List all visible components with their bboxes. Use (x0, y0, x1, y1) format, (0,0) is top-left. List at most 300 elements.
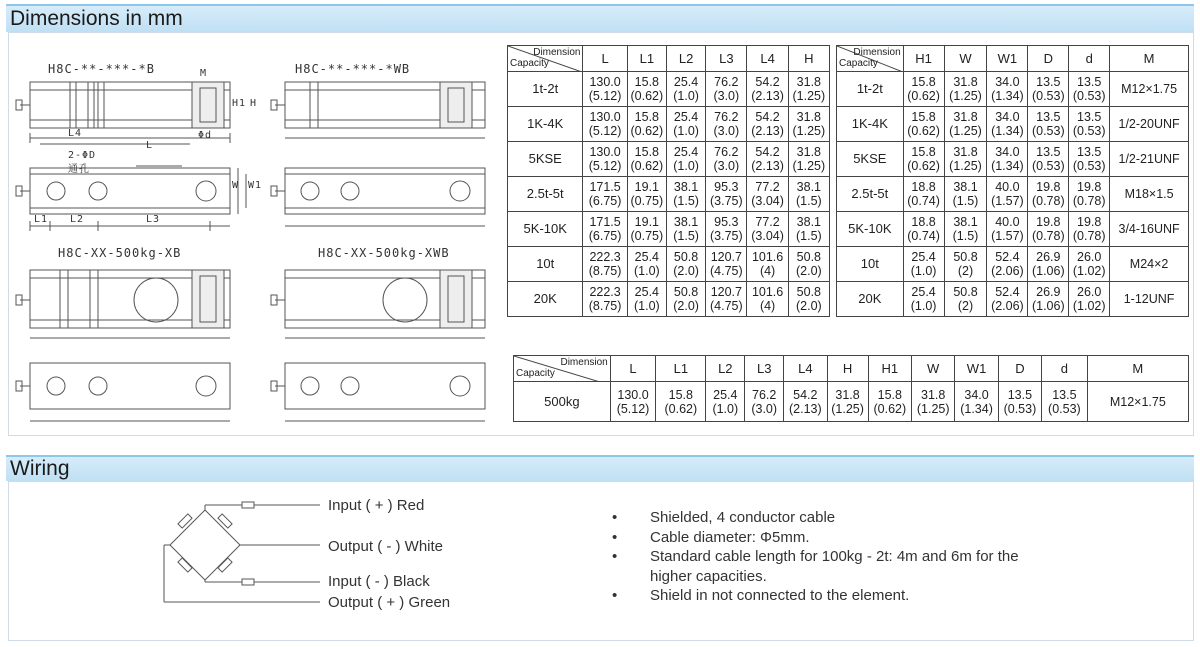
table-corner-header (837, 46, 904, 72)
value-cell (944, 142, 987, 177)
value-metric: 38.1 (673, 180, 699, 194)
value-imperial: (4.75) (710, 264, 743, 278)
value-metric: 13.5 (1077, 145, 1102, 159)
table-corner-header (508, 46, 583, 72)
column-header: H (827, 356, 868, 382)
value-imperial: (2.0) (673, 299, 699, 313)
value-cell (1110, 72, 1189, 107)
value-cell (788, 72, 829, 107)
value-imperial: (3.0) (713, 124, 740, 138)
column-header: M (1110, 46, 1189, 72)
value-metric: 50.8 (953, 250, 978, 264)
value-cell (747, 107, 788, 142)
value-cell (747, 282, 788, 317)
technical-drawings (10, 38, 500, 433)
value-metric: 1/2-20UNF (1118, 117, 1180, 131)
value-cell (747, 72, 788, 107)
value-imperial: (1.0) (634, 299, 660, 313)
value-cell (1069, 282, 1110, 317)
column-header: L2 (706, 356, 745, 382)
value-imperial: (1.0) (673, 159, 699, 173)
value-imperial: (0.62) (664, 401, 698, 416)
value-metric: 38.1 (796, 180, 822, 194)
value-imperial: (4.75) (710, 299, 743, 313)
value-imperial: (3.75) (710, 229, 743, 243)
capacity-cell: 1K-4K (508, 107, 583, 142)
dim-mark-l2: L2 (70, 214, 85, 225)
value-imperial: (0.78) (1031, 229, 1065, 243)
column-header: d (1042, 356, 1088, 382)
value-metric: 31.8 (953, 75, 978, 89)
value-metric: 34.0 (964, 387, 989, 402)
value-imperial: (0.62) (907, 159, 940, 173)
value-cell (666, 282, 705, 317)
value-imperial: (1.06) (1031, 299, 1065, 313)
corner-dimension-label: Dimension (533, 47, 581, 58)
value-cell (903, 177, 944, 212)
corner-dimension-label: Dimension (560, 357, 608, 368)
value-imperial: (0.78) (1072, 229, 1106, 243)
value-cell (666, 212, 705, 247)
value-metric: 34.0 (995, 75, 1020, 89)
dimension-table-1 (507, 45, 830, 317)
value-cell (1042, 382, 1088, 422)
value-imperial: (0.53) (1003, 401, 1037, 416)
value-metric: 54.2 (755, 110, 780, 124)
column-header: M (1087, 356, 1188, 382)
value-cell (987, 107, 1028, 142)
value-imperial: (0.53) (1031, 159, 1065, 173)
value-imperial: (3.0) (713, 89, 740, 103)
value-metric: 19.8 (1036, 215, 1061, 229)
value-cell (1028, 177, 1069, 212)
value-imperial: (2) (957, 264, 974, 278)
value-metric: 15.8 (911, 75, 936, 89)
value-imperial: (3.0) (713, 159, 740, 173)
capacity-cell: 5K-10K (508, 212, 583, 247)
value-imperial: (4) (759, 264, 776, 278)
value-cell (706, 382, 745, 422)
value-cell (706, 72, 747, 107)
value-imperial: (5.12) (588, 89, 622, 103)
value-imperial: (2.0) (796, 264, 822, 278)
value-metric: 31.8 (953, 145, 978, 159)
value-metric: 15.8 (634, 145, 660, 159)
value-metric: M12×1.75 (1109, 394, 1166, 409)
value-metric: 18.8 (911, 180, 936, 194)
column-header: L3 (706, 46, 747, 72)
value-cell (1028, 247, 1069, 282)
value-metric: 95.3 (714, 180, 739, 194)
value-imperial: (1.02) (1072, 299, 1106, 313)
column-header: L (610, 356, 656, 382)
value-metric: 19.8 (1077, 215, 1102, 229)
value-metric: 34.0 (995, 145, 1020, 159)
drawing-label-b: H8C-**-***-*B (48, 62, 155, 76)
wiring-section-header (6, 455, 1194, 481)
value-metric: 52.4 (995, 250, 1020, 264)
dim-mark-phi-d: Φd (198, 130, 213, 141)
value-cell (1028, 72, 1069, 107)
value-metric: 19.1 (634, 180, 660, 194)
value-metric: 77.2 (755, 180, 780, 194)
value-metric: 77.2 (755, 215, 780, 229)
wiring-note: • Shield in not connected to the element. (612, 586, 1060, 606)
value-metric: M24×2 (1129, 257, 1169, 271)
value-cell (784, 382, 827, 422)
column-header: D (998, 356, 1041, 382)
column-header: L1 (656, 356, 706, 382)
value-cell (627, 107, 666, 142)
value-cell (912, 382, 955, 422)
value-cell (583, 212, 627, 247)
value-cell (610, 382, 656, 422)
value-metric: 13.5 (1036, 75, 1061, 89)
value-cell (583, 177, 627, 212)
value-cell (944, 72, 987, 107)
column-header: L4 (784, 356, 827, 382)
wiring-title: Wiring (10, 457, 70, 480)
value-metric: 1-12UNF (1123, 292, 1175, 306)
value-cell (944, 107, 987, 142)
value-metric: 13.5 (1077, 110, 1102, 124)
value-cell (747, 177, 788, 212)
value-metric: 13.5 (1077, 75, 1102, 89)
column-header: L (583, 46, 627, 72)
value-metric: 13.5 (1036, 145, 1061, 159)
capacity-cell: 20K (508, 282, 583, 317)
dim-mark-through: 通孔 (68, 164, 90, 175)
value-imperial: (5.12) (588, 159, 622, 173)
value-imperial: (1.25) (916, 401, 950, 416)
value-metric: 18.8 (911, 215, 936, 229)
table-row (514, 382, 1189, 422)
column-header: W1 (987, 46, 1028, 72)
value-imperial: (0.62) (907, 124, 940, 138)
value-metric: 101.6 (751, 250, 784, 264)
value-imperial: (1.0) (634, 264, 660, 278)
value-imperial: (0.78) (1072, 194, 1106, 208)
value-cell (627, 212, 666, 247)
value-cell (583, 247, 627, 282)
wiring-notes (612, 508, 1060, 606)
value-imperial: (0.53) (1072, 124, 1106, 138)
value-imperial: (5.12) (588, 124, 622, 138)
value-cell (627, 142, 666, 177)
value-metric: 26.0 (1077, 250, 1102, 264)
value-cell (1069, 72, 1110, 107)
value-imperial: (1.0) (712, 401, 739, 416)
value-imperial: (1.02) (1072, 264, 1106, 278)
column-header: H (788, 46, 829, 72)
value-imperial: (2.0) (673, 264, 699, 278)
value-imperial: (0.62) (630, 159, 664, 173)
value-cell (944, 177, 987, 212)
value-imperial: (1.25) (949, 124, 982, 138)
value-cell (706, 212, 747, 247)
value-metric: 15.8 (634, 110, 660, 124)
value-cell (788, 247, 829, 282)
value-metric: 54.2 (793, 387, 818, 402)
dim-mark-l1: L1 (34, 214, 49, 225)
value-imperial: (0.53) (1072, 89, 1106, 103)
value-cell (1110, 107, 1189, 142)
drawing-label-xwb: H8C-XX-500kg-XWB (318, 246, 450, 260)
value-metric: 13.5 (1052, 387, 1077, 402)
value-metric: 31.8 (921, 387, 946, 402)
column-header: W (912, 356, 955, 382)
value-metric: 130.0 (589, 145, 621, 159)
value-metric: 50.8 (673, 285, 699, 299)
table-row (508, 247, 830, 282)
value-cell (1069, 247, 1110, 282)
value-metric: 1/2-21UNF (1118, 152, 1180, 166)
value-metric: 31.8 (796, 145, 822, 159)
value-metric: 52.4 (995, 285, 1020, 299)
table-row (837, 212, 1189, 247)
value-cell (827, 382, 868, 422)
value-metric: 50.8 (953, 285, 978, 299)
value-imperial: (0.78) (1031, 194, 1065, 208)
capacity-cell: 1t-2t (837, 72, 904, 107)
value-cell (788, 282, 829, 317)
value-imperial: (0.74) (907, 229, 940, 243)
value-metric: 171.5 (589, 215, 621, 229)
value-cell (1110, 282, 1189, 317)
value-cell (745, 382, 784, 422)
value-imperial: (2.13) (789, 401, 822, 416)
value-imperial: (3.04) (751, 194, 784, 208)
value-imperial: (2.06) (991, 264, 1024, 278)
value-cell (788, 142, 829, 177)
capacity-cell: 10t (837, 247, 904, 282)
value-imperial: (1.5) (796, 229, 822, 243)
value-metric: 25.4 (673, 145, 699, 159)
value-metric: 40.0 (995, 180, 1020, 194)
value-metric: 222.3 (589, 250, 621, 264)
capacity-cell: 500kg (514, 382, 611, 422)
value-cell (706, 282, 747, 317)
table-row (837, 72, 1189, 107)
value-metric: 50.8 (673, 250, 699, 264)
value-cell (666, 142, 705, 177)
value-cell (1069, 107, 1110, 142)
value-cell (747, 142, 788, 177)
corner-capacity-label: Capacity (839, 58, 878, 69)
value-metric: 26.0 (1077, 285, 1102, 299)
value-metric: 34.0 (995, 110, 1020, 124)
dimensions-section-header (6, 4, 1194, 32)
value-imperial: (1.34) (991, 159, 1024, 173)
capacity-cell: 10t (508, 247, 583, 282)
value-imperial: (3.0) (751, 401, 778, 416)
column-header: W1 (955, 356, 998, 382)
value-cell (1069, 212, 1110, 247)
value-metric: 54.2 (755, 75, 780, 89)
value-metric: 76.2 (714, 110, 739, 124)
capacity-cell: 5K-10K (837, 212, 904, 247)
value-imperial: (0.75) (630, 229, 664, 243)
value-imperial: (8.75) (588, 299, 622, 313)
value-metric: 31.8 (796, 110, 822, 124)
value-imperial: (1.25) (792, 159, 826, 173)
column-header: d (1069, 46, 1110, 72)
corner-dimension-label: Dimension (853, 47, 901, 58)
value-imperial: (5.12) (616, 401, 650, 416)
value-cell (987, 142, 1028, 177)
value-imperial: (1.5) (673, 194, 699, 208)
value-imperial: (0.74) (907, 194, 940, 208)
value-cell (788, 177, 829, 212)
value-imperial: (1.25) (792, 89, 826, 103)
value-cell (1110, 177, 1189, 212)
drawing-label-xb: H8C-XX-500kg-XB (58, 246, 182, 260)
value-metric: 15.8 (668, 387, 693, 402)
value-cell (583, 72, 627, 107)
value-metric: 19.8 (1036, 180, 1061, 194)
column-header: H1 (868, 356, 911, 382)
value-imperial: (2.13) (751, 159, 784, 173)
value-metric: 26.9 (1036, 285, 1061, 299)
value-metric: 15.8 (911, 110, 936, 124)
value-metric: 38.1 (953, 215, 978, 229)
value-metric: 130.0 (617, 387, 649, 402)
column-header: H1 (903, 46, 944, 72)
corner-capacity-label: Capacity (516, 368, 555, 379)
value-cell (788, 107, 829, 142)
value-cell (903, 142, 944, 177)
value-metric: 120.7 (710, 285, 742, 299)
column-header: L4 (747, 46, 788, 72)
value-imperial: (0.53) (1031, 89, 1065, 103)
table-row (508, 282, 830, 317)
table-row (837, 282, 1189, 317)
table-row (508, 72, 830, 107)
value-metric: 101.6 (751, 285, 784, 299)
table-row (508, 177, 830, 212)
table-row (837, 247, 1189, 282)
value-cell (987, 72, 1028, 107)
value-imperial: (0.62) (630, 89, 664, 103)
value-metric: 38.1 (673, 215, 699, 229)
capacity-cell: 20K (837, 282, 904, 317)
dimensions-title: Dimensions in mm (10, 7, 183, 30)
value-metric: 25.4 (911, 250, 936, 264)
value-metric: 76.2 (714, 75, 739, 89)
value-imperial: (0.62) (630, 124, 664, 138)
value-metric: 15.8 (911, 145, 936, 159)
value-cell (903, 247, 944, 282)
value-metric: 171.5 (589, 180, 621, 194)
value-imperial: (1.25) (949, 159, 982, 173)
value-metric: 31.8 (796, 75, 822, 89)
table-corner-header (514, 356, 611, 382)
value-metric: 25.4 (713, 387, 738, 402)
value-cell (987, 177, 1028, 212)
value-imperial: (1.5) (952, 194, 979, 208)
value-metric: 130.0 (589, 75, 621, 89)
value-imperial: (2.13) (751, 89, 784, 103)
value-cell (903, 107, 944, 142)
value-metric: 26.9 (1036, 250, 1061, 264)
value-cell (1069, 142, 1110, 177)
value-metric: 50.8 (796, 285, 822, 299)
value-cell (706, 177, 747, 212)
value-cell (1069, 177, 1110, 212)
value-metric: 76.2 (714, 145, 739, 159)
dim-mark-l4: L4 (68, 128, 83, 139)
wire-label-output-plus: Output ( + ) Green (328, 594, 451, 611)
value-imperial: (1.5) (673, 229, 699, 243)
value-metric: 15.8 (634, 75, 660, 89)
table-row (837, 177, 1189, 212)
value-metric: M18×1.5 (1124, 187, 1174, 201)
value-metric: 120.7 (710, 250, 742, 264)
value-cell (903, 72, 944, 107)
value-imperial: (1.34) (960, 401, 993, 416)
value-imperial: (2.06) (991, 299, 1024, 313)
dim-mark-l: L (146, 140, 154, 151)
drawing-label-wb: H8C-**-***-*WB (295, 62, 411, 76)
value-imperial: (6.75) (588, 229, 622, 243)
value-cell (1110, 142, 1189, 177)
value-cell (583, 107, 627, 142)
value-cell (583, 142, 627, 177)
value-metric: 25.4 (673, 110, 699, 124)
value-cell (583, 282, 627, 317)
value-cell (788, 212, 829, 247)
value-metric: 25.4 (673, 75, 699, 89)
value-cell (944, 247, 987, 282)
value-cell (747, 247, 788, 282)
value-metric: 19.8 (1077, 180, 1102, 194)
value-metric: 50.8 (796, 250, 822, 264)
value-cell (944, 282, 987, 317)
value-cell (1028, 107, 1069, 142)
value-cell (627, 177, 666, 212)
value-cell (747, 212, 788, 247)
value-metric: 38.1 (796, 215, 822, 229)
capacity-cell: 5KSE (508, 142, 583, 177)
value-cell (955, 382, 998, 422)
value-cell (944, 212, 987, 247)
dim-mark-m: M (200, 68, 208, 79)
value-cell (1028, 282, 1069, 317)
value-metric: 25.4 (634, 285, 660, 299)
dim-mark-h: H (250, 98, 258, 109)
value-imperial: (6.75) (588, 194, 622, 208)
value-metric: 130.0 (589, 110, 621, 124)
value-imperial: (1.34) (991, 89, 1024, 103)
value-imperial: (0.62) (873, 401, 907, 416)
value-metric: 25.4 (911, 285, 936, 299)
value-imperial: (0.53) (1031, 124, 1065, 138)
value-cell (987, 247, 1028, 282)
wiring-bridge-diagram (150, 490, 330, 620)
value-cell (706, 247, 747, 282)
column-header: L1 (627, 46, 666, 72)
wiring-note: • Standard cable length for 100kg - 2t: 4m and 6m for the higher capacities. (612, 547, 1060, 586)
table-row (508, 107, 830, 142)
wiring-note: • Cable diameter: Φ5mm. (612, 528, 1060, 548)
value-metric: 15.8 (877, 387, 902, 402)
value-metric: 38.1 (953, 180, 978, 194)
value-imperial: (1.0) (910, 299, 937, 313)
value-imperial: (1.57) (991, 229, 1024, 243)
value-imperial: (0.53) (1048, 401, 1081, 416)
value-metric: 13.5 (1007, 387, 1033, 402)
value-cell (627, 282, 666, 317)
